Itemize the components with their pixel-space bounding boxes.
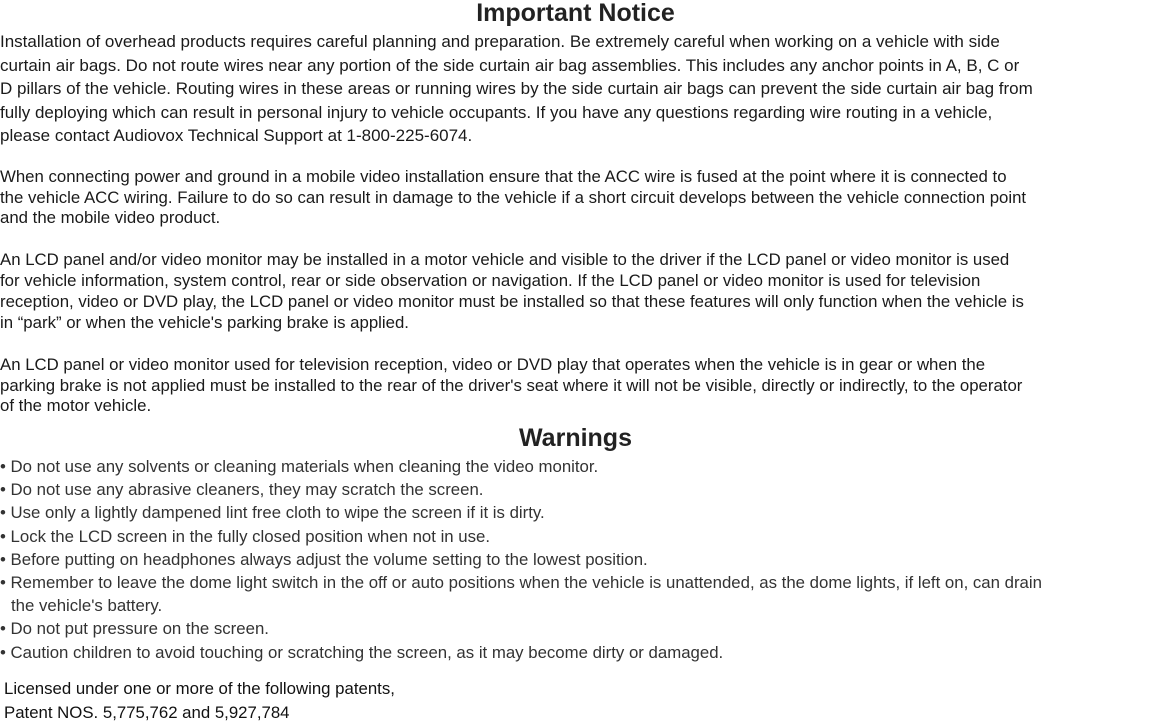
warning-text: • Do not put pressure on the screen. bbox=[0, 619, 269, 638]
warning-item bbox=[0, 525, 1151, 548]
warnings-heading: Warnings bbox=[0, 425, 1151, 451]
notice-paragraph-lcd-visible bbox=[0, 249, 1151, 333]
warning-text: • Use only a lightly dampened lint free cloth to wipe the screen if it is dirty. bbox=[0, 503, 545, 522]
notice-line: reception, video or DVD play, the LCD panel or video monitor must be installed so that these features will only function when the vehicle is bbox=[0, 291, 1151, 312]
notice-line: fully deploying which can result in personal injury to vehicle occupants. If you have any questions regarding wire routing in a vehicle, bbox=[0, 101, 1151, 125]
warning-text-continued: the vehicle's battery. bbox=[0, 594, 1151, 617]
warnings-list bbox=[0, 455, 1151, 664]
notice-line: parking brake is not applied must be installed to the rear of the driver's seat where it will not be visible, directly or indirectly, to the operator bbox=[0, 376, 1151, 397]
notice-paragraph-lcd-rear bbox=[0, 355, 1151, 417]
notice-line: please contact Audiovox Technical Support at 1-800-225-6074. bbox=[0, 124, 1151, 148]
notice-paragraph-air-bags bbox=[0, 30, 1151, 148]
notice-line: An LCD panel and/or video monitor may be installed in a motor vehicle and visible to the driver if the LCD panel or video monitor is used bbox=[0, 249, 1151, 270]
warning-item bbox=[0, 617, 1151, 640]
patents-notice bbox=[4, 677, 395, 724]
notice-line: and the mobile video product. bbox=[0, 208, 1151, 229]
warning-item bbox=[0, 641, 1151, 664]
notice-paragraph-acc-wire bbox=[0, 167, 1151, 229]
patents-license-line: Licensed under one or more of the following patents, bbox=[4, 677, 395, 701]
notice-line: D pillars of the vehicle. Routing wires in these areas or running wires by the side curtain air bags can prevent the side curtain air bag from bbox=[0, 77, 1151, 101]
notice-line: of the motor vehicle. bbox=[0, 396, 1151, 417]
notice-line: for vehicle information, system control, rear or side observation or navigation. If the LCD panel or video monitor is used for television bbox=[0, 270, 1151, 291]
warning-text: • Caution children to avoid touching or scratching the screen, as it may become dirty or damaged. bbox=[0, 643, 723, 662]
notice-line: When connecting power and ground in a mobile video installation ensure that the ACC wire is fused at the point where it is connected to bbox=[0, 167, 1151, 188]
notice-line: curtain air bags. Do not route wires near any portion of the side curtain air bag assemblies. This includes any anchor points in A, B, C or bbox=[0, 54, 1151, 78]
warning-item bbox=[0, 455, 1151, 478]
warning-item bbox=[0, 571, 1151, 617]
notice-line: Installation of overhead products requires careful planning and preparation. Be extremely careful when working on a vehicle with side bbox=[0, 30, 1151, 54]
warning-item bbox=[0, 501, 1151, 524]
important-notice-heading: Important Notice bbox=[0, 0, 1151, 26]
notice-line: the vehicle ACC wiring. Failure to do so can result in damage to the vehicle if a short circuit develops between the vehicle connection point bbox=[0, 188, 1151, 209]
warning-text: • Do not use any abrasive cleaners, they may scratch the screen. bbox=[0, 480, 483, 499]
warning-text: • Lock the LCD screen in the fully closed position when not in use. bbox=[0, 527, 490, 546]
notice-line: An LCD panel or video monitor used for television reception, video or DVD play that operates when the vehicle is in gear or when the bbox=[0, 355, 1151, 376]
warning-item bbox=[0, 548, 1151, 571]
patents-numbers-line: Patent NOS. 5,775,762 and 5,927,784 bbox=[4, 701, 395, 724]
notice-line: in “park” or when the vehicle's parking brake is applied. bbox=[0, 312, 1151, 333]
warning-text: • Do not use any solvents or cleaning materials when cleaning the video monitor. bbox=[0, 457, 598, 476]
warning-text: • Remember to leave the dome light switch in the off or auto positions when the vehicle is unattended, as the dome lights, if left on, can drain bbox=[0, 573, 1042, 592]
warning-item bbox=[0, 478, 1151, 501]
warning-text: • Before putting on headphones always adjust the volume setting to the lowest position. bbox=[0, 550, 648, 569]
